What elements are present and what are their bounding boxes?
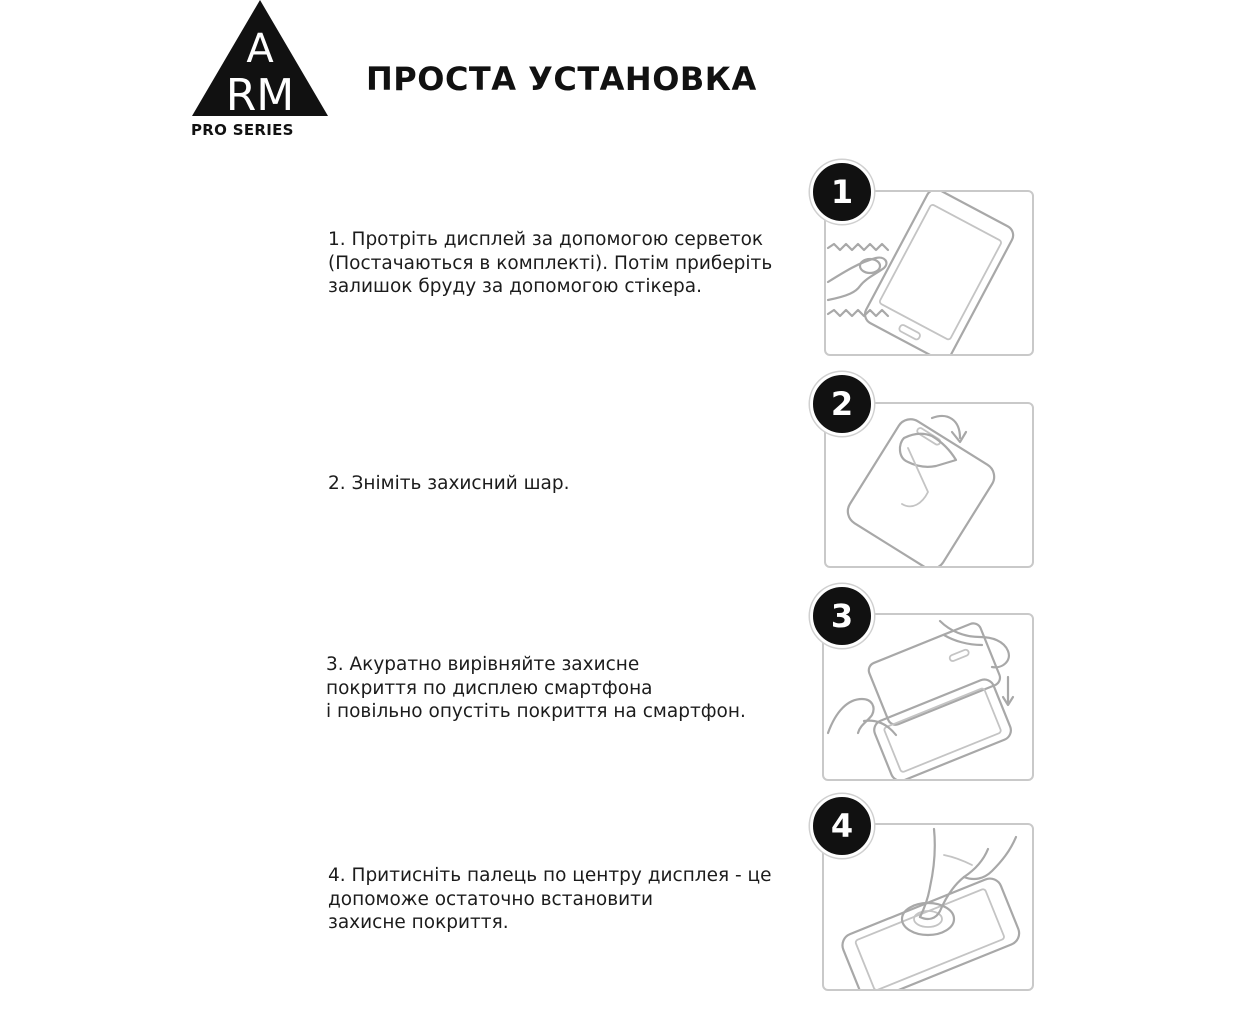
step-4-text: 4. Притисніть палець по центру дисплея - це допоможе остаточно встановити захисне покриття. xyxy=(328,865,772,933)
step-1-badge: 1 xyxy=(810,160,874,224)
brand-series-label: PRO SERIES xyxy=(191,121,294,139)
logo-letters-rm: RM xyxy=(225,70,295,120)
step-4-badge: 4 xyxy=(810,794,874,858)
step-3-badge: 3 xyxy=(810,584,874,648)
logo-triangle-icon xyxy=(190,0,330,120)
logo-letter-a: A xyxy=(246,26,274,72)
page-title: ПРОСТА УСТАНОВКА xyxy=(366,60,757,98)
step-1-text: 1. Протріть дисплей за допомогою серветок (Постачаються в комплекті). Потім приберіть залишок бруду за допомогою стікера. xyxy=(328,229,773,297)
step-3-text: 3. Акуратно вирівняйте захисне покриття по дисплею смартфона і повільно опустіть покриття на смартфон. xyxy=(326,654,746,722)
step-2-badge: 2 xyxy=(810,372,874,436)
step-2-text: 2. Зніміть захисний шар. xyxy=(328,473,570,494)
